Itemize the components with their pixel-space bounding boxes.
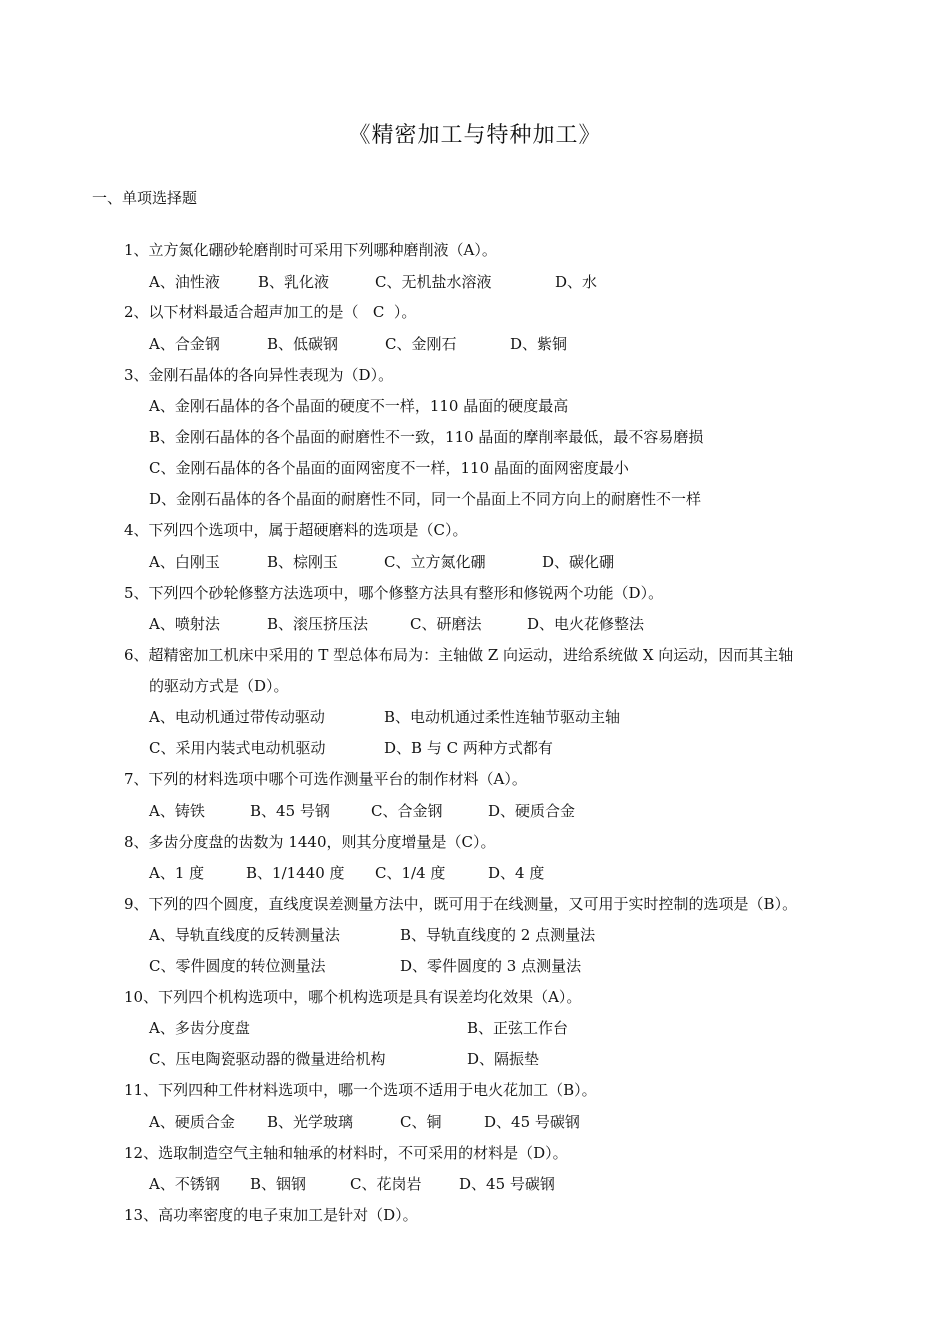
q9-option-d: D、零件圆度的 3 点测量法 [400, 957, 582, 975]
q2-option-b: B、低碳钢 [267, 335, 339, 353]
q4-option-c: C、立方氮化硼 [384, 553, 486, 571]
q5-option-d: D、电火花修整法 [527, 615, 645, 633]
question-4: 4、下列四个选项中，属于超硬磨料的选项是（C）。 [124, 521, 468, 539]
q1-option-b: B、乳化液 [258, 273, 330, 291]
q2-option-c: C、金刚石 [385, 335, 457, 353]
question-6-continued: 的驱动方式是（D）。 [149, 677, 289, 695]
question-5: 5、下列四个砂轮修整方法选项中，哪个修整方法具有整形和修锐两个功能（D）。 [124, 584, 664, 602]
q11-option-c: C、铜 [400, 1113, 442, 1131]
question-3: 3、金刚石晶体的各向异性表现为（D）。 [124, 366, 394, 384]
q3-option-d: D、金刚石晶体的各个晶面的耐磨性不同，同一个晶面上不同方向上的耐磨性不一样 [149, 490, 702, 508]
q9-option-b: B、导轨直线度的 2 点测量法 [400, 926, 596, 944]
q9-option-a: A、导轨直线度的反转测量法 [149, 926, 340, 944]
question-11: 11、下列四种工件材料选项中，哪一个选项不适用于电火花加工（B）。 [124, 1081, 597, 1099]
question-7: 7、下列的材料选项中哪个可选作测量平台的制作材料（A）。 [124, 770, 527, 788]
document-title: 《精密加工与特种加工》 [348, 123, 602, 148]
q12-option-d: D、45 号碳钢 [459, 1175, 555, 1193]
q8-option-a: A、1 度 [149, 864, 205, 882]
q8-option-b: B、1/1440 度 [246, 864, 345, 882]
section-heading: 一、单项选择题 [92, 189, 198, 207]
q2-option-d: D、紫铜 [510, 335, 568, 353]
q10-option-d: D、隔振垫 [467, 1050, 540, 1068]
q8-option-c: C、1/4 度 [375, 864, 446, 882]
q11-option-b: B、光学玻璃 [267, 1113, 354, 1131]
q6-option-c: C、采用内装式电动机驱动 [149, 739, 326, 757]
q3-option-c: C、金刚石晶体的各个晶面的面网密度不一样，110 晶面的面网密度最小 [149, 459, 629, 477]
q10-option-b: B、正弦工作台 [467, 1019, 569, 1037]
q2-option-a: A、合金钢 [149, 335, 220, 353]
q3-option-b: B、金刚石晶体的各个晶面的耐磨性不一致，110 晶面的摩削率最低，最不容易磨损 [149, 428, 704, 446]
question-6: 6、超精密加工机床中采用的 T 型总体布局为：主轴做 Z 向运动，进给系统做 X 向运动，因而其主轴 [124, 646, 794, 664]
q10-option-a: A、多齿分度盘 [149, 1019, 250, 1037]
q1-option-a: A、油性液 [149, 273, 220, 291]
q12-option-a: A、不锈钢 [149, 1175, 220, 1193]
q12-option-b: B、铟钢 [250, 1175, 307, 1193]
q6-option-a: A、电动机通过带传动驱动 [149, 708, 325, 726]
q4-option-a: A、白刚玉 [149, 553, 220, 571]
q5-option-a: A、喷射法 [149, 615, 220, 633]
q10-option-c: C、压电陶瓷驱动器的微量进给机构 [149, 1050, 386, 1068]
question-10: 10、下列四个机构选项中，哪个机构选项是具有误差均化效果（A）。 [124, 988, 582, 1006]
q3-option-a: A、金刚石晶体的各个晶面的硬度不一样，110 晶面的硬度最高 [149, 397, 569, 415]
q4-option-b: B、棕刚玉 [267, 553, 339, 571]
q5-option-b: B、滚压挤压法 [267, 615, 369, 633]
q7-option-d: D、硬质合金 [488, 802, 576, 820]
q5-option-c: C、研磨法 [410, 615, 482, 633]
q9-option-c: C、零件圆度的转位测量法 [149, 957, 326, 975]
q7-option-a: A、铸铁 [149, 802, 205, 820]
q7-option-c: C、合金钢 [371, 802, 443, 820]
question-2: 2、以下材料最适合超声加工的是（ C ）。 [124, 303, 417, 321]
q1-option-c: C、无机盐水溶液 [375, 273, 492, 291]
q4-option-d: D、碳化硼 [542, 553, 615, 571]
q11-option-d: D、45 号碳钢 [484, 1113, 580, 1131]
q11-option-a: A、硬质合金 [149, 1113, 235, 1131]
question-8: 8、多齿分度盘的齿数为 1440，则其分度增量是（C）。 [124, 833, 496, 851]
q1-option-d: D、水 [555, 273, 598, 291]
q6-option-b: B、电动机通过柔性连轴节驱动主轴 [384, 708, 621, 726]
q6-option-d: D、B 与 C 两种方式都有 [384, 739, 553, 757]
question-13: 13、高功率密度的电子束加工是针对（D）。 [124, 1206, 418, 1224]
q8-option-d: D、4 度 [488, 864, 545, 882]
question-9: 9、下列的四个圆度，直线度误差测量方法中，既可用于在线测量，又可用于实时控制的选项是（B）。 [124, 895, 798, 913]
question-1: 1、立方氮化硼砂轮磨削时可采用下列哪种磨削液（A）。 [124, 241, 497, 259]
question-12: 12、选取制造空气主轴和轴承的材料时，不可采用的材料是（D）。 [124, 1144, 568, 1162]
q7-option-b: B、45 号钢 [250, 802, 330, 820]
q12-option-c: C、花岗岩 [350, 1175, 422, 1193]
